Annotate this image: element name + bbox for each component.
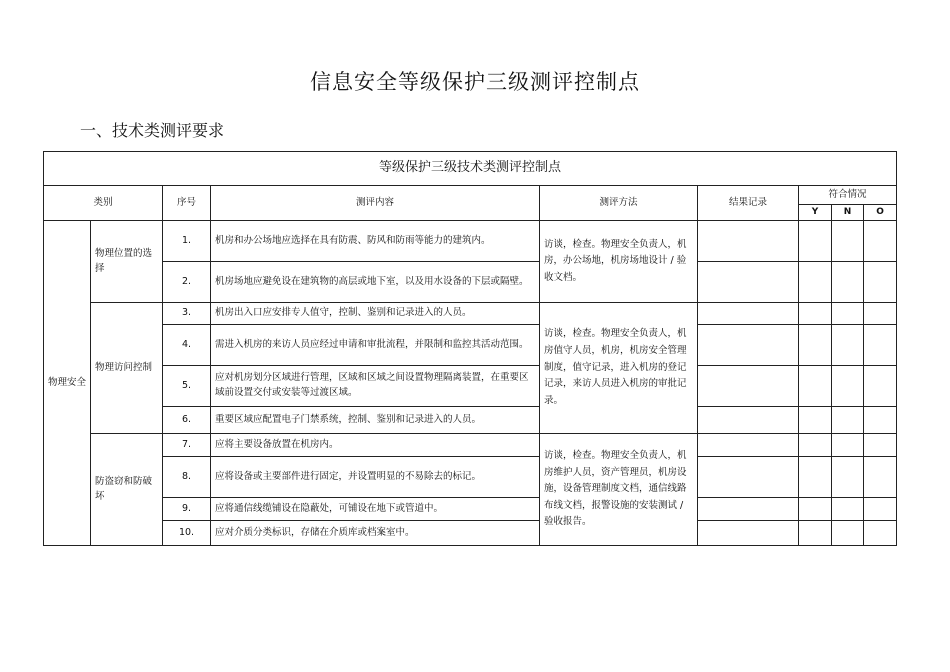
n-cell[interactable]: [832, 498, 864, 521]
n-cell[interactable]: [832, 521, 864, 546]
group-name: 物理访问控制: [91, 303, 163, 434]
section-heading: 一、技术类测评要求: [80, 121, 225, 140]
evaluation-table: [43, 151, 897, 546]
y-cell[interactable]: [799, 521, 832, 546]
result-cell[interactable]: [698, 325, 799, 366]
n-cell[interactable]: [832, 325, 864, 366]
o-cell[interactable]: [864, 407, 897, 434]
n-cell[interactable]: [832, 221, 864, 262]
o-cell[interactable]: [864, 498, 897, 521]
row-seq: 3.: [163, 303, 211, 325]
group-method: 访谈，检查。物理安全负责人，机房维护人员，资产管理员，机房设施，设备管理制度文档，通信线路布线文档，报警设施的安装测试 / 验收报告。: [540, 434, 698, 546]
row-seq: 8.: [163, 457, 211, 498]
header-content: 测评内容: [211, 186, 540, 221]
o-cell[interactable]: [864, 521, 897, 546]
result-cell[interactable]: [698, 366, 799, 407]
row-content: 机房和办公场地应选择在具有防震、防风和防雨等能力的建筑内。: [211, 221, 540, 262]
table-row: [44, 325, 897, 366]
row-seq: 2.: [163, 262, 211, 303]
n-cell[interactable]: [832, 407, 864, 434]
o-cell[interactable]: [864, 434, 897, 457]
header-category: 类别: [44, 186, 163, 221]
table-row: [44, 498, 897, 521]
y-cell[interactable]: [799, 407, 832, 434]
n-cell[interactable]: [832, 366, 864, 407]
o-cell[interactable]: [864, 366, 897, 407]
header-o: O: [864, 205, 897, 221]
result-cell[interactable]: [698, 457, 799, 498]
header-n: N: [832, 205, 864, 221]
y-cell[interactable]: [799, 457, 832, 498]
row-seq: 9.: [163, 498, 211, 521]
result-cell[interactable]: [698, 221, 799, 262]
header-y: Y: [799, 205, 832, 221]
document-title: 信息安全等级保护三级测评控制点: [310, 70, 640, 94]
row-content: 机房场地应避免设在建筑物的高层或地下室，以及用水设备的下层或隔壁。: [211, 262, 540, 303]
n-cell[interactable]: [832, 303, 864, 325]
y-cell[interactable]: [799, 262, 832, 303]
table-row: [44, 303, 897, 325]
table-row: [44, 366, 897, 407]
y-cell[interactable]: [799, 434, 832, 457]
result-cell[interactable]: [698, 521, 799, 546]
result-cell[interactable]: [698, 498, 799, 521]
group-method: 访谈，检查。物理安全负责人，机房值守人员，机房，机房安全管理制度，值守记录，进入机房的登记记录，来访人员进入机房的审批记录。: [540, 303, 698, 434]
n-cell[interactable]: [832, 457, 864, 498]
o-cell[interactable]: [864, 303, 897, 325]
y-cell[interactable]: [799, 498, 832, 521]
row-seq: 1.: [163, 221, 211, 262]
y-cell[interactable]: [799, 366, 832, 407]
group-method: 访谈，检查。物理安全负责人，机房，办公场地，机房场地设计 / 验收文档。: [540, 221, 698, 303]
result-cell[interactable]: [698, 262, 799, 303]
y-cell[interactable]: [799, 221, 832, 262]
row-content: 应将设备或主要部件进行固定，并设置明显的不易除去的标记。: [211, 457, 540, 498]
o-cell[interactable]: [864, 457, 897, 498]
row-seq: 6.: [163, 407, 211, 434]
category-cell: 物理安全: [44, 221, 91, 546]
table-row: [44, 521, 897, 546]
result-cell[interactable]: [698, 303, 799, 325]
header-method: 测评方法: [540, 186, 698, 221]
row-content: 应对介质分类标识，存储在介质库或档案室中。: [211, 521, 540, 546]
row-seq: 10.: [163, 521, 211, 546]
row-seq: 4.: [163, 325, 211, 366]
row-content: 应将通信线缆铺设在隐蔽处，可铺设在地下或管道中。: [211, 498, 540, 521]
row-content: 重要区域应配置电子门禁系统，控制、鉴别和记录进入的人员。: [211, 407, 540, 434]
y-cell[interactable]: [799, 325, 832, 366]
n-cell[interactable]: [832, 262, 864, 303]
table-row: [44, 434, 897, 457]
header-seq: 序号: [163, 186, 211, 221]
result-cell[interactable]: [698, 407, 799, 434]
row-content: 应将主要设备放置在机房内。: [211, 434, 540, 457]
row-content: 机房出入口应安排专人值守，控制、鉴别和记录进入的人员。: [211, 303, 540, 325]
n-cell[interactable]: [832, 434, 864, 457]
table-row: [44, 407, 897, 434]
group-name: 防盗窃和防破坏: [91, 434, 163, 546]
row-seq: 7.: [163, 434, 211, 457]
row-content: 需进入机房的来访人员应经过申请和审批流程，并限制和监控其活动范围。: [211, 325, 540, 366]
result-cell[interactable]: [698, 434, 799, 457]
header-result: 结果记录: [698, 186, 799, 221]
group-name: 物理位置的选择: [91, 221, 163, 303]
y-cell[interactable]: [799, 303, 832, 325]
o-cell[interactable]: [864, 262, 897, 303]
header-compliance: 符合情况: [799, 186, 897, 205]
table-caption: 等级保护三级技术类测评控制点: [44, 152, 897, 186]
row-content: 应对机房划分区域进行管理，区域和区域之间设置物理隔离装置，在重要区域前设置交付或安装等过渡区域。: [211, 366, 540, 407]
o-cell[interactable]: [864, 221, 897, 262]
row-seq: 5.: [163, 366, 211, 407]
table-row: [44, 221, 897, 262]
table-row: [44, 262, 897, 303]
o-cell[interactable]: [864, 325, 897, 366]
table-row: [44, 457, 897, 498]
